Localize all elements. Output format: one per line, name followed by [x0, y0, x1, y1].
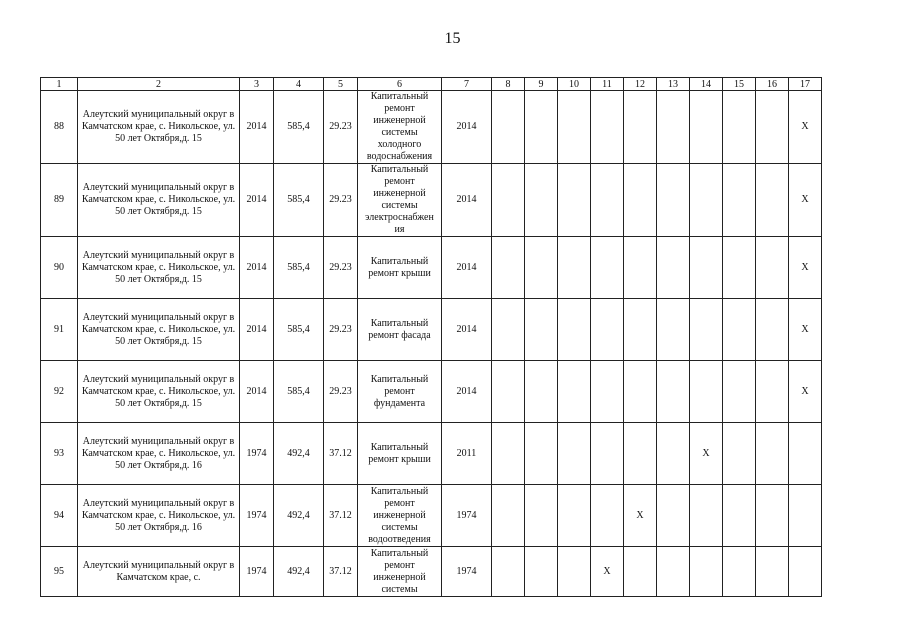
mark-cell [492, 237, 525, 299]
table-row [41, 485, 822, 547]
mark-cell [690, 91, 723, 164]
mark-cell [492, 547, 525, 597]
work-type-cell: Капитальный ремонт крыши [358, 237, 442, 299]
mark-cell [525, 91, 558, 164]
mark-cell [525, 423, 558, 485]
mark-cell [756, 547, 789, 597]
column-number: 13 [657, 78, 690, 91]
wear-cell: 37.12 [324, 423, 358, 485]
mark-cell [690, 361, 723, 423]
area-cell: 585,4 [274, 237, 324, 299]
mark-cell [624, 91, 657, 164]
work-year-cell: 2014 [442, 237, 492, 299]
row-number: 90 [41, 237, 78, 299]
mark-cell [558, 164, 591, 237]
mark-cell [657, 485, 690, 547]
area-cell: 585,4 [274, 361, 324, 423]
year-cell: 1974 [240, 423, 274, 485]
mark-cell: X [591, 547, 624, 597]
mark-cell [723, 91, 756, 164]
work-type-cell: Капитальный ремонт фасада [358, 299, 442, 361]
area-cell: 585,4 [274, 164, 324, 237]
mark-cell [558, 547, 591, 597]
mark-cell [657, 164, 690, 237]
mark-cell [591, 237, 624, 299]
mark-cell [624, 299, 657, 361]
mark-cell [723, 423, 756, 485]
wear-cell: 37.12 [324, 485, 358, 547]
row-number: 93 [41, 423, 78, 485]
mark-cell [591, 485, 624, 547]
column-number: 17 [789, 78, 822, 91]
year-cell: 1974 [240, 547, 274, 597]
mark-cell [756, 164, 789, 237]
table-row [41, 237, 822, 299]
year-cell: 2014 [240, 299, 274, 361]
column-number-row [41, 78, 822, 91]
year-cell: 2014 [240, 237, 274, 299]
address-cell: Алеутский муниципальный округ в Камчатском крае, с. Никольское, ул. 50 лет Октября,д. 16 [78, 423, 240, 485]
mark-cell [723, 237, 756, 299]
work-year-cell: 2014 [442, 164, 492, 237]
row-number: 95 [41, 547, 78, 597]
mark-cell [723, 361, 756, 423]
mark-cell [690, 547, 723, 597]
work-year-cell: 2014 [442, 299, 492, 361]
mark-cell [624, 423, 657, 485]
mark-cell [492, 423, 525, 485]
mark-cell [558, 423, 591, 485]
mark-cell [591, 91, 624, 164]
mark-cell [492, 91, 525, 164]
address-cell: Алеутский муниципальный округ в Камчатском крае, с. Никольское, ул. 50 лет Октября,д. 15 [78, 299, 240, 361]
area-cell: 492,4 [274, 547, 324, 597]
wear-cell: 29.23 [324, 237, 358, 299]
work-year-cell: 2014 [442, 361, 492, 423]
mark-cell [756, 361, 789, 423]
wear-cell: 37.12 [324, 547, 358, 597]
mark-cell [789, 547, 822, 597]
column-number: 5 [324, 78, 358, 91]
mark-cell [756, 485, 789, 547]
mark-cell [657, 91, 690, 164]
mark-cell [492, 485, 525, 547]
column-number: 14 [690, 78, 723, 91]
mark-cell [558, 299, 591, 361]
mark-cell [723, 164, 756, 237]
table-row [41, 299, 822, 361]
year-cell: 2014 [240, 164, 274, 237]
mark-cell [789, 423, 822, 485]
column-number: 7 [442, 78, 492, 91]
mark-cell [558, 485, 591, 547]
mark-cell: X [789, 299, 822, 361]
column-number: 10 [558, 78, 591, 91]
mark-cell [756, 299, 789, 361]
mark-cell [723, 299, 756, 361]
mark-cell [723, 547, 756, 597]
wear-cell: 29.23 [324, 91, 358, 164]
column-number: 8 [492, 78, 525, 91]
address-cell: Алеутский муниципальный округ в Камчатском крае, с. Никольское, ул. 50 лет Октября,д. 15 [78, 237, 240, 299]
mark-cell [789, 485, 822, 547]
mark-cell [624, 361, 657, 423]
mark-cell [690, 164, 723, 237]
mark-cell [525, 237, 558, 299]
page-number: 15 [444, 30, 461, 47]
mark-cell [591, 361, 624, 423]
mark-cell [492, 164, 525, 237]
work-year-cell: 2011 [442, 423, 492, 485]
mark-cell [657, 423, 690, 485]
column-number: 4 [274, 78, 324, 91]
table-row [41, 91, 822, 164]
wear-cell: 29.23 [324, 164, 358, 237]
mark-cell [591, 423, 624, 485]
mark-cell [525, 299, 558, 361]
address-cell: Алеутский муниципальный округ в Камчатском крае, с. Никольское, ул. 50 лет Октября,д. 15 [78, 91, 240, 164]
year-cell: 2014 [240, 361, 274, 423]
mark-cell [657, 547, 690, 597]
work-type-cell: Капитальный ремонт инженерной системы электроснабжен ия [358, 164, 442, 237]
column-number: 3 [240, 78, 274, 91]
capital-repair-table [40, 77, 822, 597]
wear-cell: 29.23 [324, 299, 358, 361]
mark-cell [624, 237, 657, 299]
mark-cell [756, 91, 789, 164]
column-number: 6 [358, 78, 442, 91]
work-type-cell: Капитальный ремонт инженерной системы [358, 547, 442, 597]
column-number: 12 [624, 78, 657, 91]
work-type-cell: Капитальный ремонт инженерной системы холодного водоснабжения [358, 91, 442, 164]
mark-cell: X [789, 164, 822, 237]
mark-cell [525, 485, 558, 547]
mark-cell: X [789, 237, 822, 299]
mark-cell [756, 423, 789, 485]
mark-cell [558, 361, 591, 423]
address-cell: Алеутский муниципальный округ в Камчатском крае, с. Никольское, ул. 50 лет Октября,д. 15 [78, 164, 240, 237]
mark-cell [690, 299, 723, 361]
column-number: 9 [525, 78, 558, 91]
mark-cell [690, 237, 723, 299]
mark-cell [657, 237, 690, 299]
mark-cell [657, 361, 690, 423]
address-cell: Алеутский муниципальный округ в Камчатском крае, с. [78, 547, 240, 597]
mark-cell [624, 164, 657, 237]
column-number: 16 [756, 78, 789, 91]
mark-cell [558, 91, 591, 164]
table-row [41, 361, 822, 423]
column-number: 15 [723, 78, 756, 91]
mark-cell: X [624, 485, 657, 547]
work-type-cell: Капитальный ремонт фундамента [358, 361, 442, 423]
mark-cell [525, 361, 558, 423]
row-number: 89 [41, 164, 78, 237]
row-number: 92 [41, 361, 78, 423]
address-cell: Алеутский муниципальный округ в Камчатском крае, с. Никольское, ул. 50 лет Октября,д. 16 [78, 485, 240, 547]
wear-cell: 29.23 [324, 361, 358, 423]
mark-cell [756, 237, 789, 299]
area-cell: 492,4 [274, 485, 324, 547]
mark-cell [492, 299, 525, 361]
table-row [41, 423, 822, 485]
area-cell: 492,4 [274, 423, 324, 485]
mark-cell [558, 237, 591, 299]
row-number: 94 [41, 485, 78, 547]
mark-cell [690, 485, 723, 547]
address-cell: Алеутский муниципальный округ в Камчатском крае, с. Никольское, ул. 50 лет Октября,д. 15 [78, 361, 240, 423]
work-year-cell: 1974 [442, 485, 492, 547]
work-year-cell: 2014 [442, 91, 492, 164]
work-type-cell: Капитальный ремонт крыши [358, 423, 442, 485]
row-number: 91 [41, 299, 78, 361]
mark-cell [492, 361, 525, 423]
column-number: 1 [41, 78, 78, 91]
year-cell: 2014 [240, 91, 274, 164]
table-row [41, 164, 822, 237]
area-cell: 585,4 [274, 299, 324, 361]
mark-cell [591, 299, 624, 361]
mark-cell [723, 485, 756, 547]
mark-cell [591, 164, 624, 237]
year-cell: 1974 [240, 485, 274, 547]
mark-cell: X [789, 91, 822, 164]
area-cell: 585,4 [274, 91, 324, 164]
row-number: 88 [41, 91, 78, 164]
work-type-cell: Капитальный ремонт инженерной системы водоотведения [358, 485, 442, 547]
mark-cell: X [690, 423, 723, 485]
mark-cell [657, 299, 690, 361]
mark-cell [525, 547, 558, 597]
column-number: 11 [591, 78, 624, 91]
mark-cell: X [789, 361, 822, 423]
table-row [41, 547, 822, 597]
mark-cell [624, 547, 657, 597]
column-number: 2 [78, 78, 240, 91]
work-year-cell: 1974 [442, 547, 492, 597]
mark-cell [525, 164, 558, 237]
